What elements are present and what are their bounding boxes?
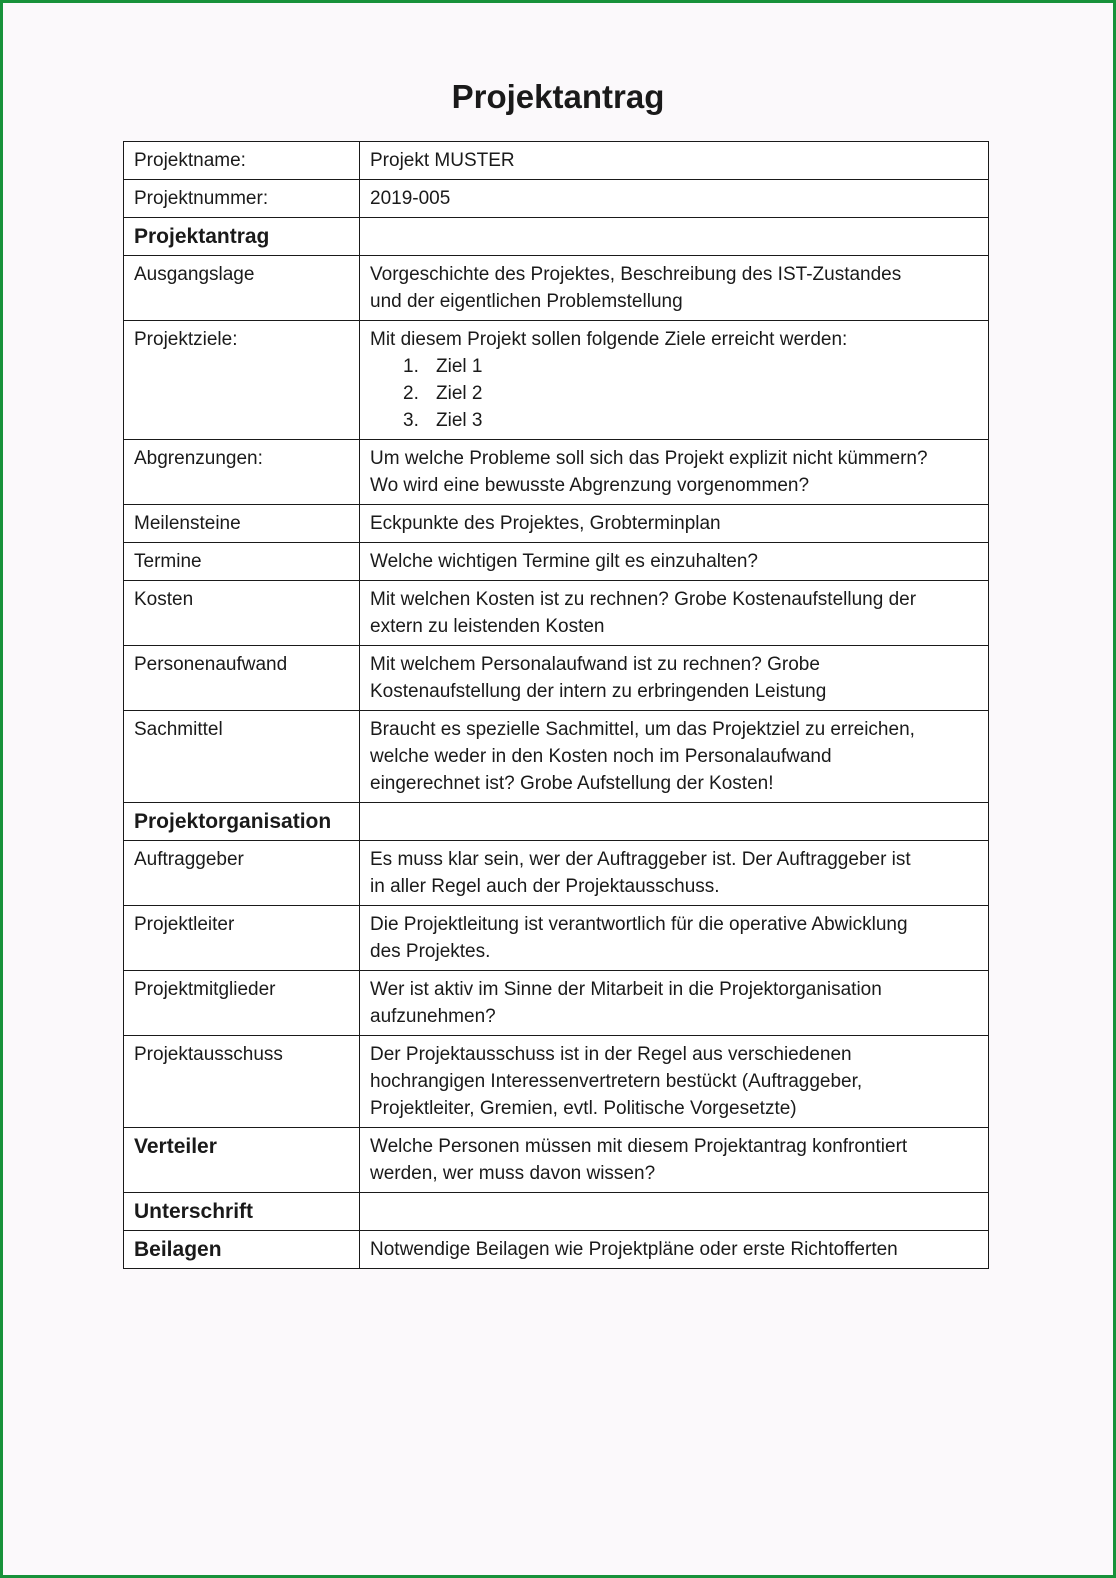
value-line: Kostenaufstellung der intern zu erbringenden Leistung	[370, 681, 827, 702]
row-value	[360, 543, 989, 581]
value-line: und der eigentlichen Problemstellung	[370, 291, 683, 312]
row-value	[360, 256, 989, 321]
value-line	[370, 808, 978, 835]
table-row	[124, 505, 989, 543]
row-value	[360, 218, 989, 256]
value-line: des Projektes.	[370, 941, 491, 962]
section-label: Verteiler	[124, 1128, 360, 1193]
row-label: Ausgangslage	[124, 256, 360, 321]
value-line: Es muss klar sein, wer der Auftraggeber ist. Der Auftraggeber ist	[370, 849, 911, 870]
row-value	[360, 581, 989, 646]
table-row	[124, 1036, 989, 1128]
value-line: Wo wird eine bewusste Abgrenzung vorgenommen?	[370, 475, 810, 496]
row-label: Projektnummer:	[124, 180, 360, 218]
section-label: Beilagen	[124, 1231, 360, 1269]
value-line: aufzunehmen?	[370, 1006, 496, 1027]
value-line: Projekt MUSTER	[370, 150, 515, 171]
value-line: Mit welchen Kosten ist zu rechnen? Grobe Kostenaufstellung der	[370, 589, 917, 610]
row-value	[360, 646, 989, 711]
row-value	[360, 1128, 989, 1193]
row-label: Projektname:	[124, 142, 360, 180]
list-item-number: 2.	[403, 383, 419, 404]
row-label: Abgrenzungen:	[124, 440, 360, 505]
row-value	[360, 142, 989, 180]
value-line: Um welche Probleme soll sich das Projekt explizit nicht kümmern?	[370, 448, 928, 469]
section-label: Projektantrag	[124, 218, 360, 256]
list-item-text: Ziel 2	[436, 383, 483, 404]
table-row	[124, 646, 989, 711]
value-line: Der Projektausschuss ist in der Regel aus verschiedenen	[370, 1044, 852, 1065]
table-row	[124, 581, 989, 646]
row-value	[360, 180, 989, 218]
value-line	[370, 223, 978, 250]
table-row	[124, 218, 989, 256]
value-line: welche weder in den Kosten noch im Personalaufwand	[370, 746, 832, 767]
value-line	[370, 1198, 978, 1225]
row-value	[360, 841, 989, 906]
list-item	[370, 353, 978, 380]
row-label: Projektausschuss	[124, 1036, 360, 1128]
list-item	[370, 380, 978, 407]
value-line: Braucht es spezielle Sachmittel, um das Projektziel zu erreichen,	[370, 719, 915, 740]
value-line: Die Projektleitung ist verantwortlich für die operative Abwicklung	[370, 914, 908, 935]
row-value	[360, 803, 989, 841]
table-row	[124, 142, 989, 180]
row-value	[360, 971, 989, 1036]
value-line: Wer ist aktiv im Sinne der Mitarbeit in die Projektorganisation	[370, 979, 882, 1000]
row-label: Projektziele:	[124, 321, 360, 440]
table-row	[124, 543, 989, 581]
table-row	[124, 180, 989, 218]
list-intro: Mit diesem Projekt sollen folgende Ziele erreicht werden:	[370, 329, 848, 350]
table-row	[124, 440, 989, 505]
row-label: Kosten	[124, 581, 360, 646]
row-value	[360, 711, 989, 803]
row-value	[360, 1193, 989, 1231]
row-label: Meilensteine	[124, 505, 360, 543]
value-line: Eckpunkte des Projektes, Grobterminplan	[370, 513, 721, 534]
value-line: hochrangigen Interessenvertretern bestückt (Auftraggeber,	[370, 1071, 863, 1092]
value-line: Notwendige Beilagen wie Projektpläne oder erste Richtofferten	[370, 1239, 898, 1260]
value-line: Welche wichtigen Termine gilt es einzuhalten?	[370, 551, 758, 572]
row-value	[360, 906, 989, 971]
table-row	[124, 906, 989, 971]
row-value	[360, 321, 989, 440]
value-line: Vorgeschichte des Projektes, Beschreibung des IST-Zustandes	[370, 264, 902, 285]
table-row	[124, 1128, 989, 1193]
table-row	[124, 711, 989, 803]
value-line: extern zu leistenden Kosten	[370, 616, 605, 637]
list-item	[370, 407, 978, 434]
list-item-number: 1.	[403, 356, 419, 377]
value-line: eingerechnet ist? Grobe Aufstellung der Kosten!	[370, 773, 774, 794]
row-label: Termine	[124, 543, 360, 581]
value-line: Mit welchem Personalaufwand ist zu rechnen? Grobe	[370, 654, 820, 675]
table-row	[124, 971, 989, 1036]
list-item-text: Ziel 3	[436, 410, 483, 431]
row-label: Projektleiter	[124, 906, 360, 971]
list-item-text: Ziel 1	[436, 356, 483, 377]
section-label: Projektorganisation	[124, 803, 360, 841]
project-request-table	[123, 141, 989, 1269]
row-value	[360, 440, 989, 505]
table-row	[124, 256, 989, 321]
row-value	[360, 505, 989, 543]
table-row	[124, 321, 989, 440]
row-label: Auftraggeber	[124, 841, 360, 906]
row-label: Sachmittel	[124, 711, 360, 803]
row-label: Personenaufwand	[124, 646, 360, 711]
table-row	[124, 841, 989, 906]
value-line: 2019-005	[370, 188, 451, 209]
page-title: Projektantrag	[451, 78, 665, 115]
table-body	[124, 142, 989, 1269]
list-item-number: 3.	[403, 410, 419, 431]
table-row	[124, 1231, 989, 1269]
table-row	[124, 1193, 989, 1231]
row-value	[360, 1036, 989, 1128]
value-line: werden, wer muss davon wissen?	[370, 1163, 656, 1184]
goal-list	[370, 353, 978, 434]
row-value	[360, 1231, 989, 1269]
section-label: Unterschrift	[124, 1193, 360, 1231]
value-line: Projektleiter, Gremien, evtl. Politische Vorgesetzte)	[370, 1098, 797, 1119]
row-label: Projektmitglieder	[124, 971, 360, 1036]
table-row	[124, 803, 989, 841]
value-line: Welche Personen müssen mit diesem Projektantrag konfrontiert	[370, 1136, 908, 1157]
value-line: in aller Regel auch der Projektausschuss.	[370, 876, 720, 897]
